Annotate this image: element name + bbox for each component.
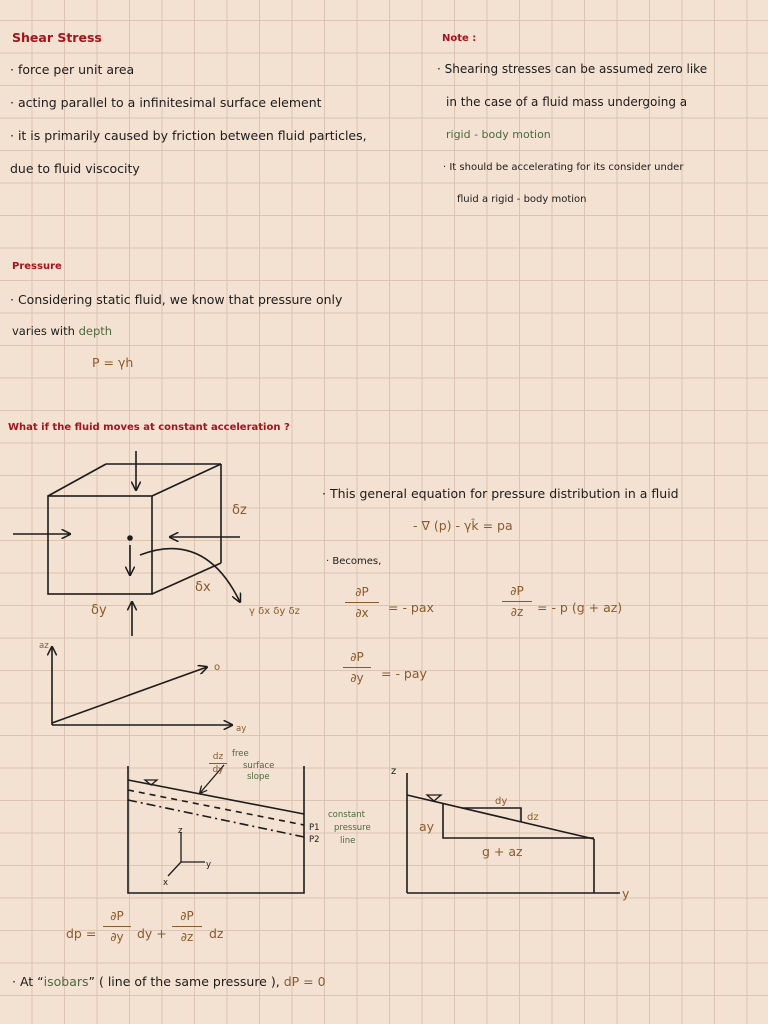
note-rigid-body-motion: rigid - body motion bbox=[446, 128, 551, 141]
fluid-element-cube bbox=[48, 464, 221, 594]
dpdx-fraction bbox=[345, 585, 379, 620]
note-heading: Note : bbox=[442, 33, 477, 44]
note-bullet-1-cont: in the case of a fluid mass undergoing a bbox=[446, 95, 688, 109]
pressure-bullet-1: · Considering static fluid, we know that pressure only bbox=[10, 292, 343, 307]
pressure-label: pressure bbox=[334, 823, 371, 833]
hydrostatic-equation: P = γh bbox=[92, 355, 134, 370]
line-label: line bbox=[340, 836, 356, 846]
cube-label-dy: δy bbox=[91, 603, 107, 618]
tank-axis-y: y bbox=[206, 860, 212, 870]
surface-slope-num: dz bbox=[212, 752, 224, 762]
dpdy-den: ∂y bbox=[350, 671, 364, 685]
general-equation-text: · This general equation for pressure distribution in a fluid bbox=[322, 486, 679, 501]
shear-bullet-3-cont: due to fluid viscocity bbox=[10, 161, 140, 176]
shear-bullet-1: · force per unit area bbox=[10, 62, 135, 77]
dpdz-den: ∂z bbox=[510, 605, 524, 619]
tank-axis-z: z bbox=[178, 826, 183, 836]
weight-callout-arrow bbox=[140, 549, 240, 602]
acceleration-plot bbox=[52, 647, 232, 725]
surface-slope-fraction bbox=[209, 752, 227, 775]
dp-frac-2-num: ∂P bbox=[180, 909, 194, 923]
pressure-line-p2: P2 bbox=[309, 835, 320, 845]
note-bullet-2: · It should be accelerating for its consider under bbox=[443, 162, 684, 173]
dpdx-num: ∂P bbox=[355, 585, 369, 599]
dp-frac-2 bbox=[172, 909, 202, 944]
varies-with-text: varies with bbox=[12, 324, 75, 338]
note-bullet-2-cont: fluid a rigid - body motion bbox=[457, 194, 587, 205]
isobars-equation: dP = 0 bbox=[283, 974, 326, 989]
accel-axis-ay: ay bbox=[236, 724, 247, 734]
isobars-post: ” ( line of the same pressure ), bbox=[88, 974, 280, 989]
tank-axis-x: x bbox=[163, 878, 169, 888]
dpdy-num: ∂P bbox=[350, 650, 364, 664]
depth-word: depth bbox=[78, 324, 113, 338]
slope-label-ay: ay bbox=[419, 819, 435, 834]
slope-diagram bbox=[407, 773, 620, 893]
general-equation: - ∇ (p) - γk̂ = pa bbox=[413, 518, 513, 533]
cube-label-dx: δx bbox=[195, 580, 211, 595]
cube-label-dz: δz bbox=[232, 503, 247, 518]
slope-axis-y: y bbox=[622, 886, 630, 901]
pressure-line-p1: P1 bbox=[309, 823, 320, 833]
dp-mid: dy + bbox=[137, 926, 167, 941]
slope-label-dz: dz bbox=[527, 812, 539, 823]
shear-bullet-2: · acting parallel to a infinitesimal surface element bbox=[10, 95, 322, 110]
dp-lhs: dp = bbox=[66, 926, 97, 941]
dp-frac-2-den: ∂z bbox=[180, 930, 194, 944]
accel-point-label: o bbox=[214, 662, 221, 673]
dpdz-fraction bbox=[502, 584, 532, 619]
cube-weight-label: γ δx δy δz bbox=[249, 606, 300, 617]
dpdx-den: ∂x bbox=[355, 606, 369, 620]
dp-frac-1-den: ∂y bbox=[110, 930, 124, 944]
tank-label-surface: surface bbox=[243, 761, 275, 771]
slope-label-dy: dy bbox=[495, 796, 508, 807]
accel-axis-az: az bbox=[39, 641, 49, 651]
slope-axis-z: z bbox=[391, 766, 397, 777]
dp-frac-1-num: ∂P bbox=[110, 909, 124, 923]
shear-stress-heading: Shear Stress bbox=[12, 30, 102, 45]
isobars-line bbox=[12, 974, 326, 989]
becomes-label: · Becomes, bbox=[326, 556, 382, 567]
surface-slope-den: dy bbox=[212, 765, 224, 775]
tank-label-slope: slope bbox=[247, 772, 270, 782]
pressure-heading: Pressure bbox=[12, 261, 62, 272]
slope-label-g-az: g + az bbox=[482, 844, 523, 859]
dpdz-num: ∂P bbox=[510, 584, 524, 598]
dp-end: dz bbox=[209, 926, 224, 941]
constant-label: constant bbox=[328, 810, 365, 820]
accelerating-tank bbox=[128, 765, 304, 893]
dpdx-rhs: = - pax bbox=[388, 600, 434, 615]
tank-label-free: free bbox=[232, 749, 249, 759]
dpdy-fraction bbox=[343, 650, 371, 685]
dpdz-rhs: = - p (g + az) bbox=[537, 600, 623, 615]
isobars-word: isobars bbox=[43, 974, 89, 989]
dp-frac-1 bbox=[103, 909, 131, 944]
shear-bullet-3: · it is primarily caused by friction between fluid particles, bbox=[10, 128, 367, 143]
dpdy-rhs: = - pay bbox=[381, 666, 427, 681]
isobars-pre: · At “ bbox=[12, 974, 44, 989]
acceleration-question: What if the fluid moves at constant acceleration ? bbox=[8, 422, 290, 433]
note-bullet-1: · Shearing stresses can be assumed zero like bbox=[437, 62, 708, 76]
